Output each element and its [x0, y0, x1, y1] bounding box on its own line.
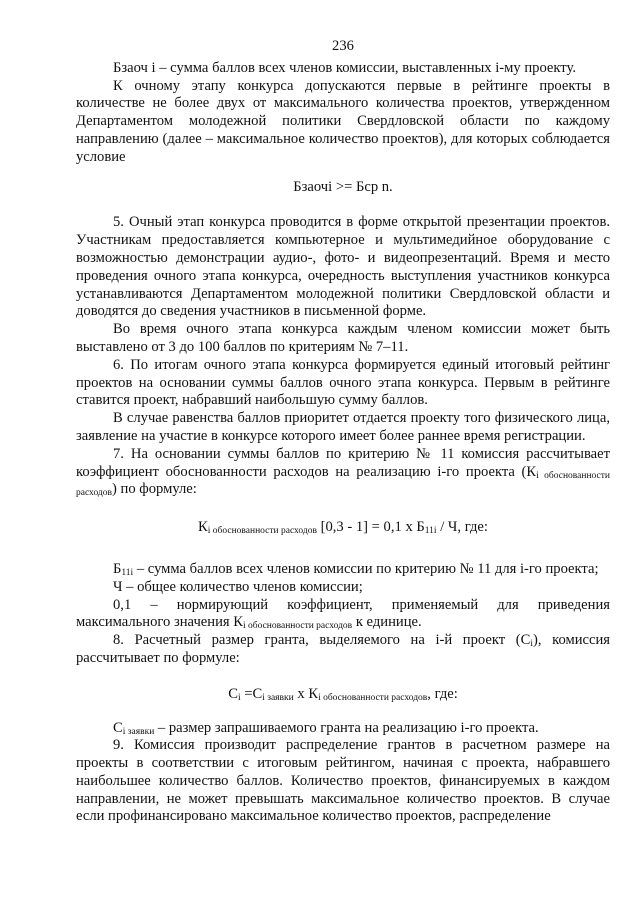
- f3-eq: =С: [240, 685, 263, 702]
- p8-text-b: ), комиссия рассчитывает по формуле:: [76, 632, 610, 666]
- formula-coefficient: [76, 519, 610, 537]
- f3-sub-i: i: [237, 692, 241, 703]
- norm-subscript: i обоснованности расходов: [242, 621, 353, 632]
- paragraph-5: 5. Очный этап конкурса проводится в форме открытой презентации проектов. Участникам предоставляется компьютерное и мультимедийное оборудование с возможностью демонстрации аудио-, фото- и видеопрезентаций. Время и место проведения очного этапа конкурса, очередность выступления участников конкурса устанавливаются Департаментом молодежной политики Свердловской области и доводятся до сведения участников в письменной форме.: [76, 214, 610, 320]
- paragraph-scoring-range: Во время очного этапа конкурса каждым членом комиссии может быть выставлено от 3 до 100 баллов по критериям № 7–11.: [76, 321, 610, 355]
- ci-text: – размер запрашиваемого гранта на реализацию i-го проекта.: [154, 719, 539, 736]
- formula-b-subscript: 11i: [424, 526, 437, 537]
- f3-sub-obosnovannosti: i обоснованности расходов: [318, 692, 428, 703]
- paragraph-tie-rule: В случае равенства баллов приоритет отдается проекту того физического лица, заявление на участие в конкурсе которого имеет более раннее время регистрации.: [76, 410, 610, 444]
- paragraph-ci-definition: [76, 720, 610, 738]
- b11-symbol: Б: [113, 560, 122, 577]
- page-number: 236: [332, 38, 354, 54]
- p7-text-a: 7. На основании суммы баллов по критерию № 11 комиссия рассчитывает коэффициент обоснованности расходов на реализацию i-го проекта (К: [76, 445, 610, 480]
- f3-c: С: [228, 685, 238, 702]
- f3-x: х К: [293, 685, 319, 702]
- formula-k-subscript: i обоснованности расходов: [207, 526, 317, 537]
- formula-k: К: [198, 519, 208, 536]
- p8-subscript: i: [530, 639, 533, 650]
- paragraph-6: 6. По итогам очного этапа конкурса формируется единый итоговый рейтинг проектов на основании суммы баллов очного этапа конкурса. Первым в рейтинге ставится проект, набравший наибольшую сумму баллов.: [76, 356, 610, 409]
- paragraph-8: [76, 632, 610, 668]
- paragraph-normalizing-coefficient: [76, 597, 610, 633]
- paragraph-bzaoch-definition: Бзаоч i – сумма баллов всех членов комиссии, выставленных i-му проекту.: [113, 59, 576, 76]
- formula-end: / Ч, где:: [436, 519, 488, 536]
- norm-text-b: к единице.: [352, 614, 422, 631]
- ci-subscript: i заявки: [122, 726, 155, 737]
- b11-text: – сумма баллов всех членов комиссии по критерию № 11 для i-го проекта;: [133, 560, 599, 577]
- document-page: [76, 0, 610, 826]
- paragraph-9: 9. Комиссия производит распределение грантов в расчетном размере на проекты в соответствии с итоговым рейтингом, начиная с проекта, набравшего наибольшее количество баллов. Количество проектов, финансируемых в каждом направлении, не может превышать максимальное количество проектов. В случае если профинансировано максимальное количество проектов, распределение: [76, 737, 610, 825]
- ci-symbol: С: [113, 719, 123, 736]
- paragraph-b11-definition: [76, 561, 610, 579]
- formula-middle: [0,3 - 1] = 0,1 х Б: [316, 519, 425, 536]
- paragraph-ch-definition: Ч – общее количество членов комиссии;: [113, 578, 363, 595]
- p7-text-b: ) по формуле:: [112, 481, 197, 498]
- p8-text-a: 8. Расчетный размер гранта, выделяемого на i-й проект (С: [113, 632, 531, 649]
- f3-end: , где:: [427, 685, 458, 702]
- norm-text-a: 0,1 – нормирующий коэффициент, применяемый для приведения максимального значения К: [76, 596, 610, 631]
- paragraph-7: [76, 446, 610, 499]
- f3-sub-zayavki: i заявки: [262, 692, 294, 703]
- paragraph-admission-condition: К очному этапу конкурса допускаются первые в рейтинге проекты в количестве не более двух от максимального количества проектов, утвержденном Департаментом молодежной политики Свердловской области по каждому направлению (далее – максимальное количество проектов), для которых соблюдается условие: [76, 77, 610, 165]
- p7-subscript: i обоснованности расходов: [76, 470, 610, 499]
- formula-bzaoch-condition: Бзаочi >= Бср n.: [293, 178, 393, 195]
- b11-subscript: 11i: [121, 567, 134, 578]
- formula-grant-size: [76, 686, 610, 704]
